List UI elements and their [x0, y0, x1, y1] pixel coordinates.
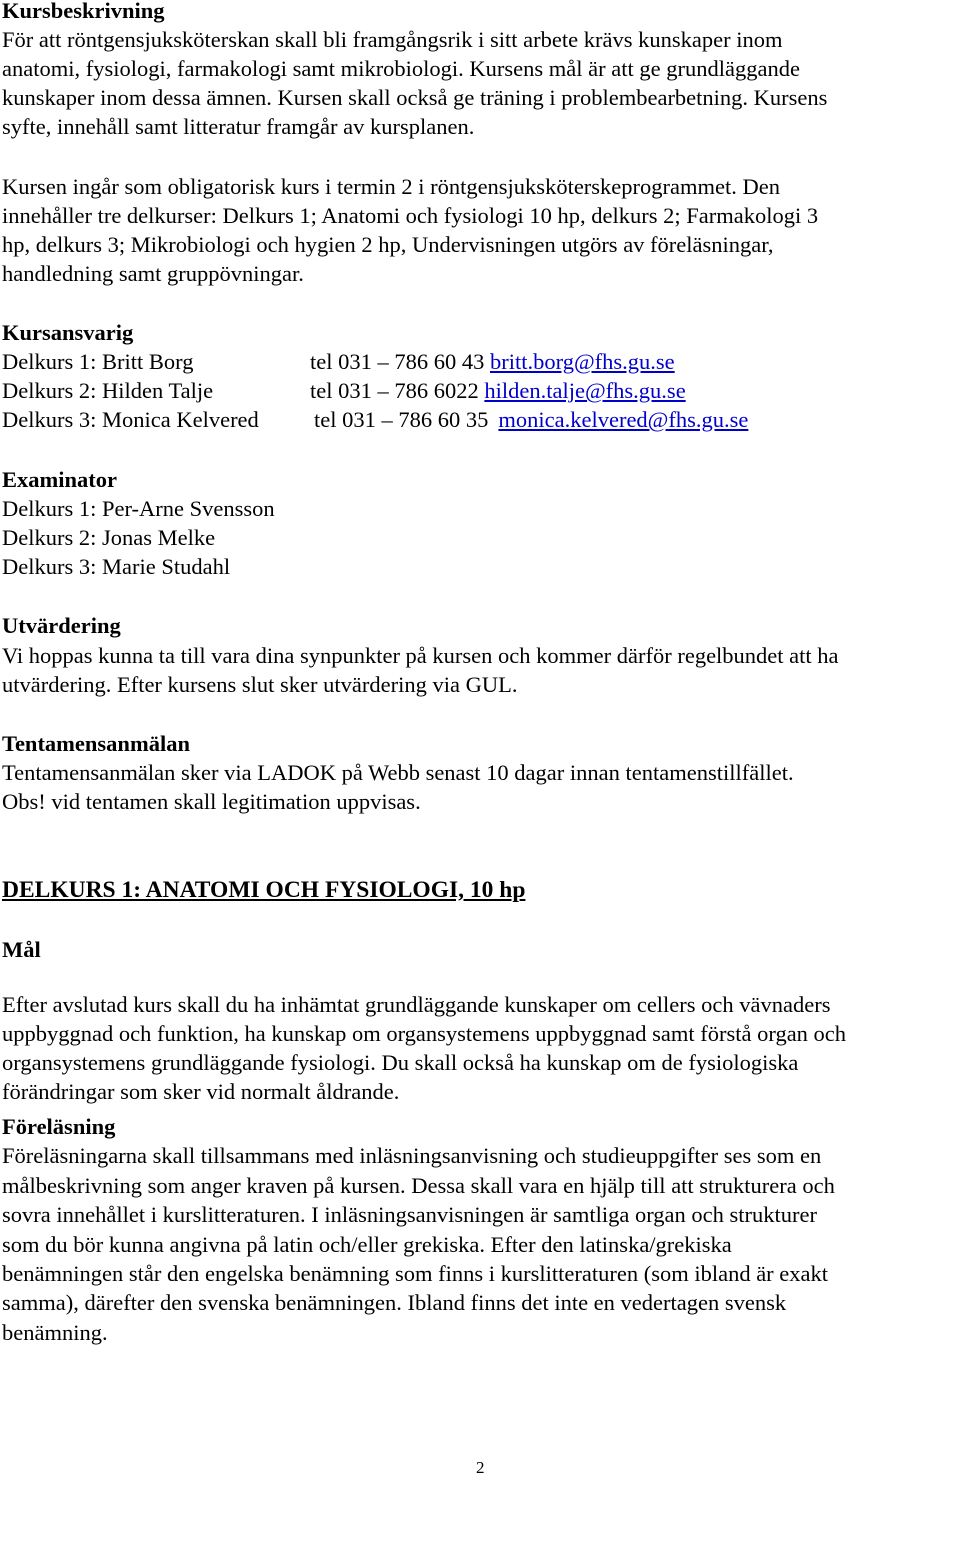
paragraph-line: Kursen ingår som obligatorisk kurs i termin 2 i röntgensjuksköterskeprogrammet. Den [2, 174, 780, 199]
page-number: 2 [476, 1458, 485, 1477]
paragraph-line: benämningen står den engelska benämning som finns i kurslitteraturen (som ibland är exakt [2, 1261, 829, 1286]
paragraph-line: Tentamensanmälan sker via LADOK på Webb senast 10 dagar innan tentamenstillfället. [2, 760, 794, 785]
section-heading-examinator: Examinator [2, 467, 117, 492]
section-heading-kursansvarig: Kursansvarig [2, 320, 134, 345]
section-heading-kursbeskrivning: Kursbeskrivning [2, 0, 165, 23]
examiner-line: Delkurs 2: Jonas Melke [2, 525, 216, 550]
examiner-line: Delkurs 3: Marie Studahl [2, 554, 231, 579]
section-heading-utvardering: Utvärdering [2, 613, 121, 638]
contact-row [2, 347, 902, 376]
paragraph-line: För att röntgensjuksköterskan skall bli framgångsrik i sitt arbete krävs kunskaper inom [2, 27, 783, 52]
email-link[interactable]: hilden.talje@fhs.gu.se [484, 378, 686, 403]
section-heading-tentamensanmalan: Tentamensanmälan [2, 731, 190, 756]
contact-phone-and-email [314, 405, 748, 434]
contact-name: Delkurs 2: Hilden Talje [2, 378, 214, 403]
paragraph-line: Vi hoppas kunna ta till vara dina synpunkter på kursen och kommer därför regelbundet att ha [2, 643, 839, 668]
paragraph-line: uppbyggnad och funktion, ha kunskap om organsystemens uppbyggnad samt förstå organ och [2, 1021, 847, 1046]
subheading-forelasning: Föreläsning [2, 1114, 116, 1139]
contact-phone: tel 031 – 786 6022 [310, 378, 479, 403]
paragraph-line: sovra innehållet i kurslitteraturen. I inläsningsanvisningen är samtliga organ och strukturer [2, 1202, 817, 1227]
paragraph-line: organsystemens grundläggande fysiologi. Du skall också ha kunskap om de fysiologiska [2, 1050, 799, 1075]
contact-name: Delkurs 3: Monica Kelvered [2, 407, 259, 432]
examiner-line: Delkurs 1: Per-Arne Svensson [2, 496, 275, 521]
contact-phone: tel 031 – 786 60 43 [310, 349, 485, 374]
paragraph-line: anatomi, fysiologi, farmakologi samt mikrobiologi. Kursens mål är att ge grundläggande [2, 56, 800, 81]
contact-phone-and-email [310, 376, 686, 405]
paragraph-line: handledning samt gruppövningar. [2, 261, 304, 286]
contact-phone-and-email [310, 347, 675, 376]
paragraph-line: Efter avslutad kurs skall du ha inhämtat grundläggande kunskaper om cellers och vävnaders [2, 992, 831, 1017]
contact-row [2, 376, 902, 405]
paragraph-line: utvärdering. Efter kursens slut sker utvärdering via GUL. [2, 672, 518, 697]
paragraph-line: benämning. [2, 1320, 108, 1345]
paragraph-line: som du bör kunna angivna på latin och/eller grekiska. Efter den latinska/grekiska [2, 1232, 732, 1257]
email-link[interactable]: britt.borg@fhs.gu.se [490, 349, 675, 374]
paragraph-line: Föreläsningarna skall tillsammans med inläsningsanvisning och studieuppgifter ses som en [2, 1143, 822, 1168]
contact-name: Delkurs 1: Britt Borg [2, 349, 194, 374]
paragraph-line: Obs! vid tentamen skall legitimation uppvisas. [2, 789, 421, 814]
subheading-mal: Mål [2, 937, 41, 962]
paragraph-line: innehåller tre delkurser: Delkurs 1; Anatomi och fysiologi 10 hp, delkurs 2; Farmakologi 3 [2, 203, 819, 228]
email-link[interactable]: monica.kelvered@fhs.gu.se [498, 407, 749, 432]
paragraph-line: hp, delkurs 3; Mikrobiologi och hygien 2 hp, Undervisningen utgörs av föreläsningar, [2, 232, 774, 257]
paragraph-line: förändringar som sker vid normalt åldrande. [2, 1079, 400, 1104]
paragraph-line: målbeskrivning som anger kraven på kursen. Dessa skall vara en hjälp till att strukturera och [2, 1173, 835, 1198]
paragraph-line: samma), därefter den svenska benämningen. Ibland finns det inte en vedertagen svensk [2, 1290, 787, 1315]
delkurs-title: DELKURS 1: ANATOMI OCH FYSIOLOGI, 10 hp [2, 877, 526, 903]
contact-phone: tel 031 – 786 60 35 [314, 407, 489, 432]
paragraph-line: syfte, innehåll samt litteratur framgår av kursplanen. [2, 114, 475, 139]
contact-row [2, 405, 902, 434]
paragraph-line: kunskaper inom dessa ämnen. Kursen skall också ge träning i problembearbetning. Kursens [2, 85, 828, 110]
